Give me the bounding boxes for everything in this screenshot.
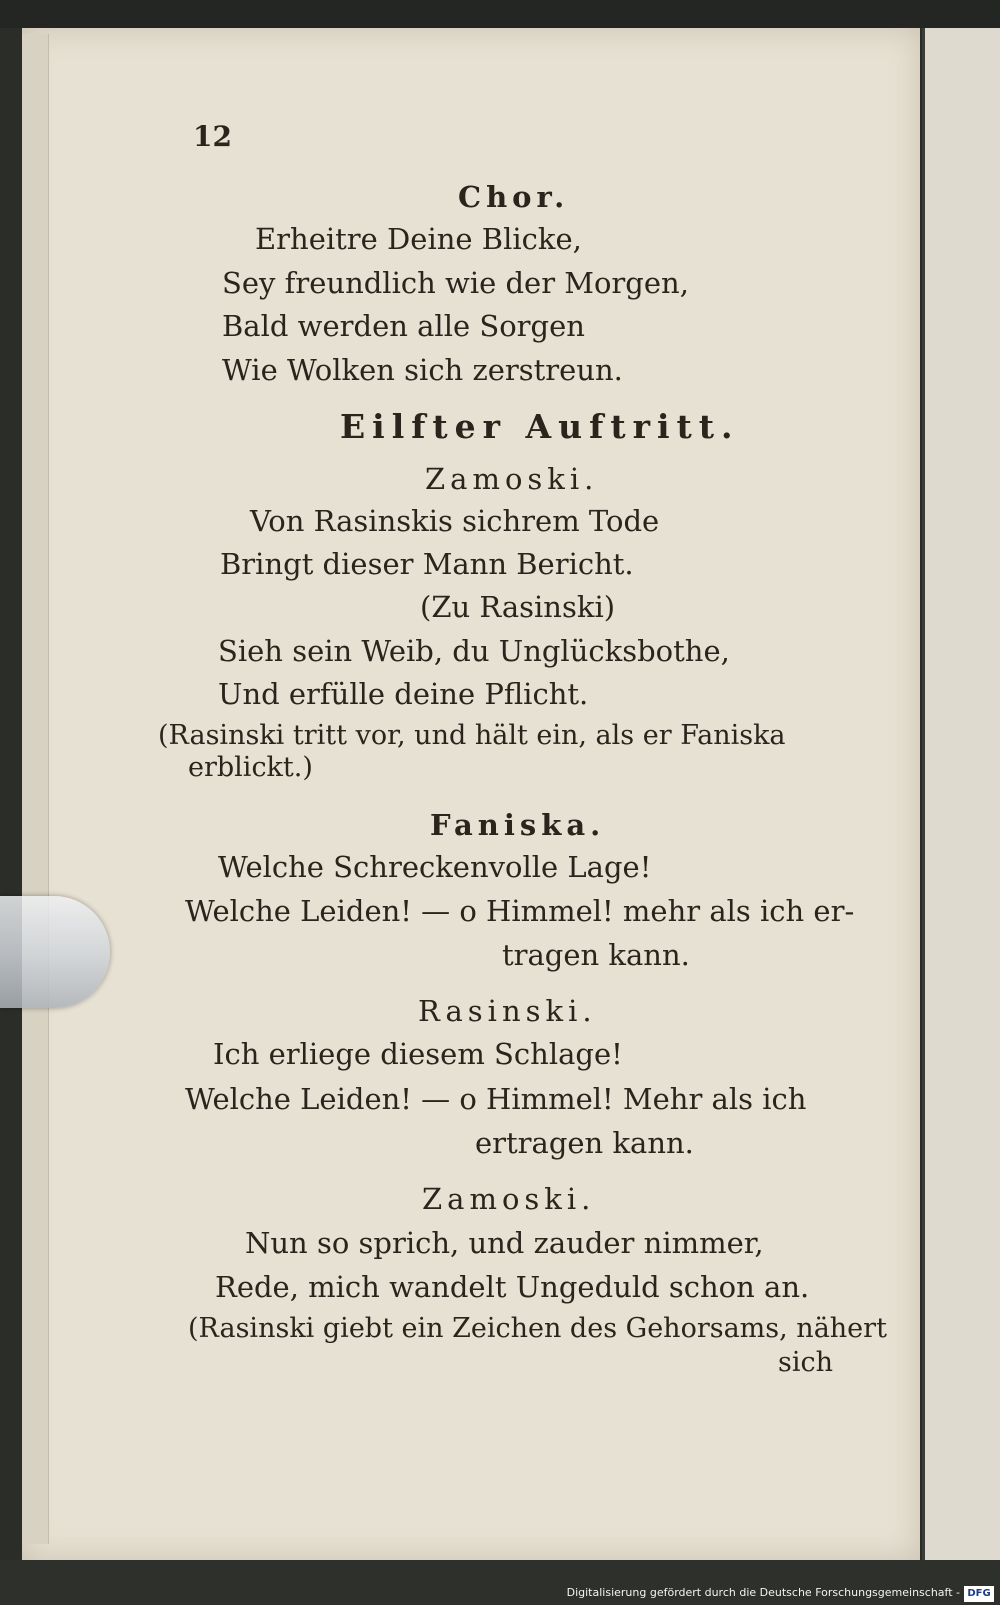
page-number: 12: [193, 120, 232, 153]
verse-line: ertragen kann.: [475, 1126, 694, 1160]
footer-credit: Digitalisierung gefördert durch die Deutsche Forschungsgemeinschaft -: [566, 1586, 960, 1599]
scanner-frame-top: [0, 0, 1000, 28]
speaker-name: Zamoski.: [425, 462, 599, 496]
stage-direction: sich: [778, 1347, 834, 1378]
chorus-heading: Chor.: [458, 180, 570, 214]
page-clip: [0, 896, 110, 1008]
page-edge: [22, 34, 49, 1544]
stage-direction: (Rasinski giebt ein Zeichen des Gehorsams, nähert: [188, 1313, 887, 1344]
verse-line: Wie Wolken sich zerstreun.: [222, 353, 623, 387]
scene-heading: Eilfter Auftritt.: [340, 407, 740, 446]
speaker-name: Rasinski.: [418, 994, 597, 1028]
footer-bar: [0, 1560, 1000, 1605]
stage-direction: (Rasinski tritt vor, und hält ein, als er Faniska: [158, 720, 786, 751]
stage-direction: erblickt.): [188, 752, 313, 783]
verse-line: Ich erliege diesem Schlage!: [213, 1037, 623, 1071]
verse-line: Sey freundlich wie der Morgen,: [222, 266, 689, 300]
verse-line: Bringt dieser Mann Bericht.: [220, 547, 634, 581]
verse-line: Sieh sein Weib, du Unglücksbothe,: [218, 634, 730, 668]
verse-line: Von Rasinskis sichrem Tode: [250, 504, 660, 538]
verse-line: Nun so sprich, und zauder nimmer,: [245, 1226, 764, 1260]
stage-direction: (Zu Rasinski): [420, 590, 616, 624]
speaker-name: Faniska.: [430, 808, 606, 842]
verse-line: Welche Leiden! — o Himmel! Mehr als ich: [185, 1082, 807, 1116]
verse-line: Und erfülle deine Pflicht.: [218, 677, 589, 711]
speaker-name: Zamoski.: [422, 1182, 596, 1216]
verse-line: Rede, mich wandelt Ungeduld schon an.: [215, 1270, 810, 1304]
verse-line: Welche Leiden! — o Himmel! mehr als ich er-: [185, 894, 855, 928]
verse-line: Erheitre Deine Blicke,: [255, 222, 582, 256]
verse-line: Bald werden alle Sorgen: [222, 309, 585, 343]
verse-line: tragen kann.: [502, 938, 690, 972]
dfg-logo: DFG: [964, 1586, 994, 1602]
facing-page-edge: [922, 28, 1000, 1560]
verse-line: Welche Schreckenvolle Lage!: [218, 850, 652, 884]
